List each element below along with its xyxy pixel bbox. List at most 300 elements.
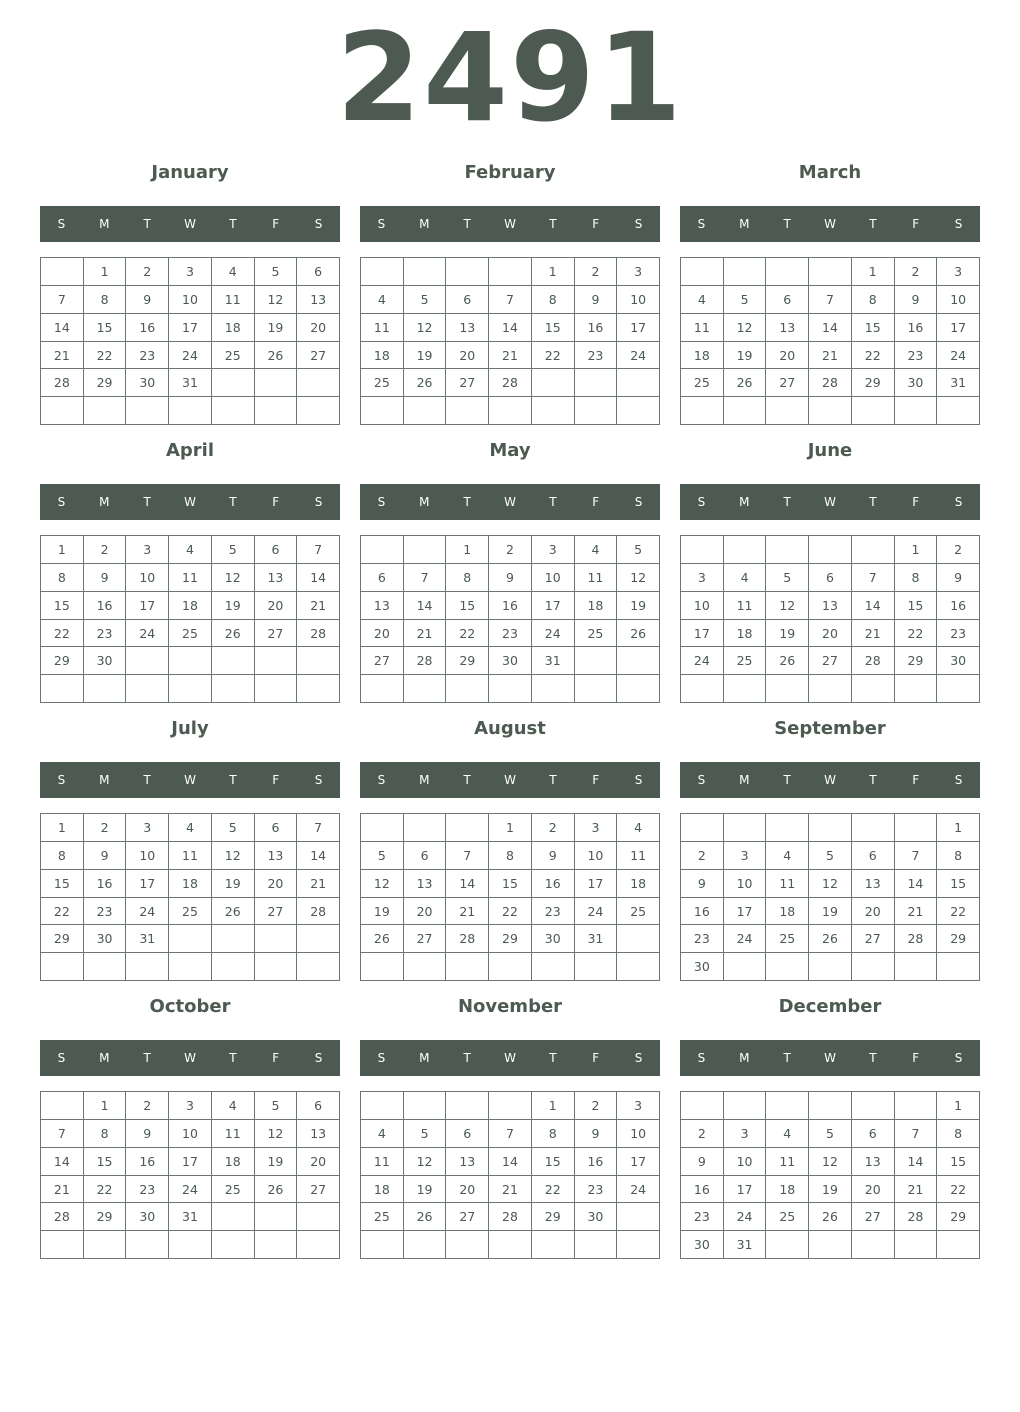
day-cell[interactable]: 26 (404, 369, 447, 397)
day-cell[interactable]: 22 (937, 1176, 980, 1204)
day-cell[interactable]: 6 (766, 286, 809, 314)
day-cell[interactable]: 24 (126, 620, 169, 648)
day-cell[interactable]: 15 (41, 870, 84, 898)
day-cell[interactable]: 23 (575, 342, 618, 370)
day-cell[interactable]: 14 (809, 314, 852, 342)
day-cell[interactable]: 22 (41, 620, 84, 648)
day-cell[interactable]: 7 (895, 1120, 938, 1148)
day-cell[interactable]: 5 (809, 1120, 852, 1148)
day-cell[interactable]: 24 (617, 1176, 660, 1204)
day-cell[interactable]: 15 (532, 1148, 575, 1176)
day-cell[interactable]: 17 (575, 870, 618, 898)
day-cell[interactable]: 5 (212, 814, 255, 842)
day-cell[interactable]: 20 (255, 592, 298, 620)
day-cell[interactable]: 10 (681, 592, 724, 620)
day-cell[interactable]: 18 (212, 1148, 255, 1176)
day-cell[interactable]: 9 (84, 564, 127, 592)
day-cell[interactable]: 24 (169, 1176, 212, 1204)
day-cell[interactable]: 29 (41, 925, 84, 953)
day-cell[interactable]: 11 (681, 314, 724, 342)
day-cell[interactable]: 20 (297, 314, 340, 342)
day-cell[interactable]: 25 (169, 898, 212, 926)
day-cell[interactable]: 21 (489, 342, 532, 370)
day-cell[interactable]: 19 (404, 1176, 447, 1204)
day-cell[interactable]: 26 (809, 925, 852, 953)
day-cell[interactable]: 26 (212, 620, 255, 648)
day-cell[interactable]: 26 (255, 1176, 298, 1204)
day-cell[interactable]: 20 (809, 620, 852, 648)
day-cell[interactable]: 10 (126, 564, 169, 592)
day-cell[interactable]: 6 (255, 536, 298, 564)
day-cell[interactable]: 23 (84, 898, 127, 926)
day-cell[interactable]: 14 (895, 1148, 938, 1176)
day-cell[interactable]: 3 (169, 1092, 212, 1120)
day-cell[interactable]: 20 (361, 620, 404, 648)
day-cell[interactable]: 26 (617, 620, 660, 648)
day-cell[interactable]: 23 (575, 1176, 618, 1204)
day-cell[interactable]: 12 (809, 1148, 852, 1176)
day-cell[interactable]: 4 (766, 842, 809, 870)
day-cell[interactable]: 18 (575, 592, 618, 620)
day-cell[interactable]: 8 (852, 286, 895, 314)
day-cell[interactable]: 4 (681, 286, 724, 314)
day-cell[interactable]: 22 (937, 898, 980, 926)
day-cell[interactable]: 5 (766, 564, 809, 592)
day-cell[interactable]: 15 (84, 1148, 127, 1176)
day-cell[interactable]: 7 (489, 286, 532, 314)
day-cell[interactable]: 24 (575, 898, 618, 926)
day-cell[interactable]: 1 (41, 814, 84, 842)
day-cell[interactable]: 2 (532, 814, 575, 842)
day-cell[interactable]: 3 (169, 258, 212, 286)
day-cell[interactable]: 3 (617, 258, 660, 286)
day-cell[interactable]: 8 (532, 1120, 575, 1148)
day-cell[interactable]: 8 (41, 564, 84, 592)
day-cell[interactable]: 29 (84, 369, 127, 397)
day-cell[interactable]: 9 (575, 1120, 618, 1148)
day-cell[interactable]: 16 (126, 314, 169, 342)
day-cell[interactable]: 13 (852, 1148, 895, 1176)
day-cell[interactable]: 14 (297, 564, 340, 592)
day-cell[interactable]: 28 (895, 925, 938, 953)
day-cell[interactable]: 28 (404, 647, 447, 675)
day-cell[interactable]: 23 (489, 620, 532, 648)
day-cell[interactable]: 21 (41, 1176, 84, 1204)
day-cell[interactable]: 4 (212, 258, 255, 286)
day-cell[interactable]: 13 (297, 286, 340, 314)
day-cell[interactable]: 22 (489, 898, 532, 926)
day-cell[interactable]: 25 (766, 925, 809, 953)
day-cell[interactable]: 28 (297, 898, 340, 926)
day-cell[interactable]: 23 (84, 620, 127, 648)
day-cell[interactable]: 6 (852, 1120, 895, 1148)
day-cell[interactable]: 30 (532, 925, 575, 953)
day-cell[interactable]: 14 (297, 842, 340, 870)
day-cell[interactable]: 9 (126, 286, 169, 314)
day-cell[interactable]: 3 (681, 564, 724, 592)
day-cell[interactable]: 26 (766, 647, 809, 675)
day-cell[interactable]: 26 (212, 898, 255, 926)
day-cell[interactable]: 5 (361, 842, 404, 870)
day-cell[interactable]: 13 (297, 1120, 340, 1148)
day-cell[interactable]: 8 (937, 842, 980, 870)
day-cell[interactable]: 27 (809, 647, 852, 675)
day-cell[interactable]: 24 (617, 342, 660, 370)
day-cell[interactable]: 29 (532, 1203, 575, 1231)
day-cell[interactable]: 1 (532, 258, 575, 286)
day-cell[interactable]: 25 (361, 1203, 404, 1231)
day-cell[interactable]: 4 (169, 536, 212, 564)
day-cell[interactable]: 26 (361, 925, 404, 953)
day-cell[interactable]: 2 (681, 1120, 724, 1148)
day-cell[interactable]: 10 (126, 842, 169, 870)
day-cell[interactable]: 4 (169, 814, 212, 842)
day-cell[interactable]: 11 (724, 592, 767, 620)
day-cell[interactable]: 28 (41, 1203, 84, 1231)
day-cell[interactable]: 10 (617, 286, 660, 314)
day-cell[interactable]: 1 (895, 536, 938, 564)
day-cell[interactable]: 9 (532, 842, 575, 870)
day-cell[interactable]: 11 (575, 564, 618, 592)
day-cell[interactable]: 6 (297, 1092, 340, 1120)
day-cell[interactable]: 25 (169, 620, 212, 648)
day-cell[interactable]: 25 (724, 647, 767, 675)
day-cell[interactable]: 7 (404, 564, 447, 592)
day-cell[interactable]: 27 (297, 1176, 340, 1204)
day-cell[interactable]: 29 (446, 647, 489, 675)
day-cell[interactable]: 7 (489, 1120, 532, 1148)
day-cell[interactable]: 17 (126, 870, 169, 898)
day-cell[interactable]: 15 (532, 314, 575, 342)
day-cell[interactable]: 31 (575, 925, 618, 953)
day-cell[interactable]: 24 (532, 620, 575, 648)
day-cell[interactable]: 14 (895, 870, 938, 898)
day-cell[interactable]: 13 (361, 592, 404, 620)
day-cell[interactable]: 5 (255, 258, 298, 286)
day-cell[interactable]: 23 (126, 342, 169, 370)
day-cell[interactable]: 16 (84, 592, 127, 620)
day-cell[interactable]: 12 (212, 842, 255, 870)
day-cell[interactable]: 19 (361, 898, 404, 926)
day-cell[interactable]: 15 (41, 592, 84, 620)
day-cell[interactable]: 12 (255, 286, 298, 314)
day-cell[interactable]: 9 (681, 1148, 724, 1176)
day-cell[interactable]: 16 (681, 1176, 724, 1204)
day-cell[interactable]: 27 (852, 1203, 895, 1231)
day-cell[interactable]: 4 (212, 1092, 255, 1120)
day-cell[interactable]: 21 (809, 342, 852, 370)
day-cell[interactable]: 6 (361, 564, 404, 592)
day-cell[interactable]: 5 (404, 286, 447, 314)
day-cell[interactable]: 20 (446, 342, 489, 370)
day-cell[interactable]: 25 (575, 620, 618, 648)
day-cell[interactable]: 7 (895, 842, 938, 870)
day-cell[interactable]: 5 (404, 1120, 447, 1148)
day-cell[interactable]: 23 (681, 1203, 724, 1231)
day-cell[interactable]: 19 (255, 314, 298, 342)
day-cell[interactable]: 2 (895, 258, 938, 286)
day-cell[interactable]: 27 (255, 898, 298, 926)
day-cell[interactable]: 5 (809, 842, 852, 870)
day-cell[interactable]: 16 (84, 870, 127, 898)
day-cell[interactable]: 29 (852, 369, 895, 397)
day-cell[interactable]: 28 (297, 620, 340, 648)
day-cell[interactable]: 25 (681, 369, 724, 397)
day-cell[interactable]: 1 (937, 814, 980, 842)
day-cell[interactable]: 26 (255, 342, 298, 370)
day-cell[interactable]: 21 (489, 1176, 532, 1204)
day-cell[interactable]: 30 (126, 1203, 169, 1231)
day-cell[interactable]: 15 (895, 592, 938, 620)
day-cell[interactable]: 5 (212, 536, 255, 564)
day-cell[interactable]: 2 (575, 258, 618, 286)
day-cell[interactable]: 4 (724, 564, 767, 592)
day-cell[interactable]: 30 (937, 647, 980, 675)
day-cell[interactable]: 11 (766, 870, 809, 898)
day-cell[interactable]: 17 (617, 1148, 660, 1176)
day-cell[interactable]: 23 (681, 925, 724, 953)
day-cell[interactable]: 13 (255, 564, 298, 592)
day-cell[interactable]: 18 (169, 870, 212, 898)
day-cell[interactable]: 4 (361, 1120, 404, 1148)
day-cell[interactable]: 9 (84, 842, 127, 870)
day-cell[interactable]: 17 (937, 314, 980, 342)
day-cell[interactable]: 20 (255, 870, 298, 898)
day-cell[interactable]: 30 (895, 369, 938, 397)
day-cell[interactable]: 11 (212, 286, 255, 314)
day-cell[interactable]: 17 (169, 314, 212, 342)
day-cell[interactable]: 20 (852, 898, 895, 926)
day-cell[interactable]: 21 (404, 620, 447, 648)
day-cell[interactable]: 31 (532, 647, 575, 675)
day-cell[interactable]: 27 (852, 925, 895, 953)
day-cell[interactable]: 3 (532, 536, 575, 564)
day-cell[interactable]: 12 (404, 314, 447, 342)
day-cell[interactable]: 17 (532, 592, 575, 620)
day-cell[interactable]: 16 (575, 1148, 618, 1176)
day-cell[interactable]: 24 (724, 1203, 767, 1231)
day-cell[interactable]: 17 (724, 1176, 767, 1204)
day-cell[interactable]: 19 (212, 870, 255, 898)
day-cell[interactable]: 21 (41, 342, 84, 370)
day-cell[interactable]: 11 (169, 564, 212, 592)
day-cell[interactable]: 31 (724, 1231, 767, 1259)
day-cell[interactable]: 27 (255, 620, 298, 648)
day-cell[interactable]: 21 (297, 592, 340, 620)
day-cell[interactable]: 25 (766, 1203, 809, 1231)
day-cell[interactable]: 3 (724, 842, 767, 870)
day-cell[interactable]: 29 (84, 1203, 127, 1231)
day-cell[interactable]: 27 (361, 647, 404, 675)
day-cell[interactable]: 8 (84, 286, 127, 314)
day-cell[interactable]: 13 (446, 1148, 489, 1176)
day-cell[interactable]: 26 (724, 369, 767, 397)
day-cell[interactable]: 2 (937, 536, 980, 564)
day-cell[interactable]: 28 (489, 1203, 532, 1231)
day-cell[interactable]: 24 (681, 647, 724, 675)
day-cell[interactable]: 24 (126, 898, 169, 926)
day-cell[interactable]: 1 (489, 814, 532, 842)
day-cell[interactable]: 8 (41, 842, 84, 870)
day-cell[interactable]: 1 (41, 536, 84, 564)
day-cell[interactable]: 31 (126, 925, 169, 953)
day-cell[interactable]: 8 (446, 564, 489, 592)
day-cell[interactable]: 22 (895, 620, 938, 648)
day-cell[interactable]: 10 (937, 286, 980, 314)
day-cell[interactable]: 1 (852, 258, 895, 286)
day-cell[interactable]: 17 (126, 592, 169, 620)
day-cell[interactable]: 15 (446, 592, 489, 620)
day-cell[interactable]: 2 (126, 258, 169, 286)
day-cell[interactable]: 7 (41, 1120, 84, 1148)
day-cell[interactable]: 29 (489, 925, 532, 953)
day-cell[interactable]: 7 (297, 814, 340, 842)
day-cell[interactable]: 4 (766, 1120, 809, 1148)
day-cell[interactable]: 21 (895, 898, 938, 926)
day-cell[interactable]: 28 (809, 369, 852, 397)
day-cell[interactable]: 10 (169, 286, 212, 314)
day-cell[interactable]: 1 (532, 1092, 575, 1120)
day-cell[interactable]: 17 (169, 1148, 212, 1176)
day-cell[interactable]: 26 (404, 1203, 447, 1231)
day-cell[interactable]: 9 (895, 286, 938, 314)
day-cell[interactable]: 12 (404, 1148, 447, 1176)
day-cell[interactable]: 18 (766, 1176, 809, 1204)
day-cell[interactable]: 6 (446, 286, 489, 314)
day-cell[interactable]: 27 (404, 925, 447, 953)
day-cell[interactable]: 4 (361, 286, 404, 314)
day-cell[interactable]: 12 (361, 870, 404, 898)
day-cell[interactable]: 18 (724, 620, 767, 648)
day-cell[interactable]: 8 (84, 1120, 127, 1148)
day-cell[interactable]: 4 (575, 536, 618, 564)
day-cell[interactable]: 18 (361, 1176, 404, 1204)
day-cell[interactable]: 18 (681, 342, 724, 370)
day-cell[interactable]: 27 (766, 369, 809, 397)
day-cell[interactable]: 28 (852, 647, 895, 675)
day-cell[interactable]: 29 (937, 925, 980, 953)
day-cell[interactable]: 20 (852, 1176, 895, 1204)
day-cell[interactable]: 13 (404, 870, 447, 898)
day-cell[interactable]: 30 (84, 647, 127, 675)
day-cell[interactable]: 10 (575, 842, 618, 870)
day-cell[interactable]: 22 (446, 620, 489, 648)
day-cell[interactable]: 25 (361, 369, 404, 397)
day-cell[interactable]: 21 (852, 620, 895, 648)
day-cell[interactable]: 13 (766, 314, 809, 342)
day-cell[interactable]: 5 (724, 286, 767, 314)
day-cell[interactable]: 31 (937, 369, 980, 397)
day-cell[interactable]: 22 (532, 1176, 575, 1204)
day-cell[interactable]: 20 (766, 342, 809, 370)
day-cell[interactable]: 6 (852, 842, 895, 870)
day-cell[interactable]: 19 (766, 620, 809, 648)
day-cell[interactable]: 14 (446, 870, 489, 898)
day-cell[interactable]: 12 (724, 314, 767, 342)
day-cell[interactable]: 1 (84, 258, 127, 286)
day-cell[interactable]: 15 (489, 870, 532, 898)
day-cell[interactable]: 3 (617, 1092, 660, 1120)
day-cell[interactable]: 30 (489, 647, 532, 675)
day-cell[interactable]: 8 (895, 564, 938, 592)
day-cell[interactable]: 18 (169, 592, 212, 620)
day-cell[interactable]: 16 (489, 592, 532, 620)
day-cell[interactable]: 9 (489, 564, 532, 592)
day-cell[interactable]: 8 (532, 286, 575, 314)
day-cell[interactable]: 15 (937, 1148, 980, 1176)
day-cell[interactable]: 19 (404, 342, 447, 370)
day-cell[interactable]: 23 (895, 342, 938, 370)
day-cell[interactable]: 7 (297, 536, 340, 564)
day-cell[interactable]: 15 (937, 870, 980, 898)
day-cell[interactable]: 23 (937, 620, 980, 648)
day-cell[interactable]: 12 (255, 1120, 298, 1148)
day-cell[interactable]: 28 (446, 925, 489, 953)
day-cell[interactable]: 27 (446, 369, 489, 397)
day-cell[interactable]: 16 (575, 314, 618, 342)
day-cell[interactable]: 27 (297, 342, 340, 370)
day-cell[interactable]: 24 (937, 342, 980, 370)
day-cell[interactable]: 18 (212, 314, 255, 342)
day-cell[interactable]: 4 (617, 814, 660, 842)
day-cell[interactable]: 6 (809, 564, 852, 592)
day-cell[interactable]: 25 (212, 1176, 255, 1204)
day-cell[interactable]: 20 (297, 1148, 340, 1176)
day-cell[interactable]: 8 (937, 1120, 980, 1148)
day-cell[interactable]: 15 (84, 314, 127, 342)
day-cell[interactable]: 13 (809, 592, 852, 620)
day-cell[interactable]: 14 (852, 592, 895, 620)
day-cell[interactable]: 18 (361, 342, 404, 370)
day-cell[interactable]: 16 (895, 314, 938, 342)
day-cell[interactable]: 2 (84, 536, 127, 564)
day-cell[interactable]: 2 (126, 1092, 169, 1120)
day-cell[interactable]: 11 (361, 1148, 404, 1176)
day-cell[interactable]: 11 (169, 842, 212, 870)
day-cell[interactable]: 22 (41, 898, 84, 926)
day-cell[interactable]: 14 (41, 1148, 84, 1176)
day-cell[interactable]: 17 (724, 898, 767, 926)
day-cell[interactable]: 24 (724, 925, 767, 953)
day-cell[interactable]: 30 (84, 925, 127, 953)
day-cell[interactable]: 3 (126, 814, 169, 842)
day-cell[interactable]: 19 (809, 1176, 852, 1204)
day-cell[interactable]: 3 (126, 536, 169, 564)
day-cell[interactable]: 2 (681, 842, 724, 870)
day-cell[interactable]: 20 (446, 1176, 489, 1204)
day-cell[interactable]: 27 (446, 1203, 489, 1231)
day-cell[interactable]: 31 (169, 1203, 212, 1231)
day-cell[interactable]: 11 (212, 1120, 255, 1148)
day-cell[interactable]: 3 (724, 1120, 767, 1148)
day-cell[interactable]: 10 (724, 1148, 767, 1176)
day-cell[interactable]: 15 (852, 314, 895, 342)
day-cell[interactable]: 21 (446, 898, 489, 926)
day-cell[interactable]: 2 (575, 1092, 618, 1120)
day-cell[interactable]: 14 (41, 314, 84, 342)
day-cell[interactable]: 19 (724, 342, 767, 370)
day-cell[interactable]: 22 (84, 1176, 127, 1204)
day-cell[interactable]: 19 (617, 592, 660, 620)
day-cell[interactable]: 9 (575, 286, 618, 314)
day-cell[interactable]: 6 (255, 814, 298, 842)
day-cell[interactable]: 7 (446, 842, 489, 870)
day-cell[interactable]: 21 (297, 870, 340, 898)
day-cell[interactable]: 13 (446, 314, 489, 342)
day-cell[interactable]: 16 (126, 1148, 169, 1176)
day-cell[interactable]: 30 (681, 1231, 724, 1259)
day-cell[interactable]: 12 (809, 870, 852, 898)
